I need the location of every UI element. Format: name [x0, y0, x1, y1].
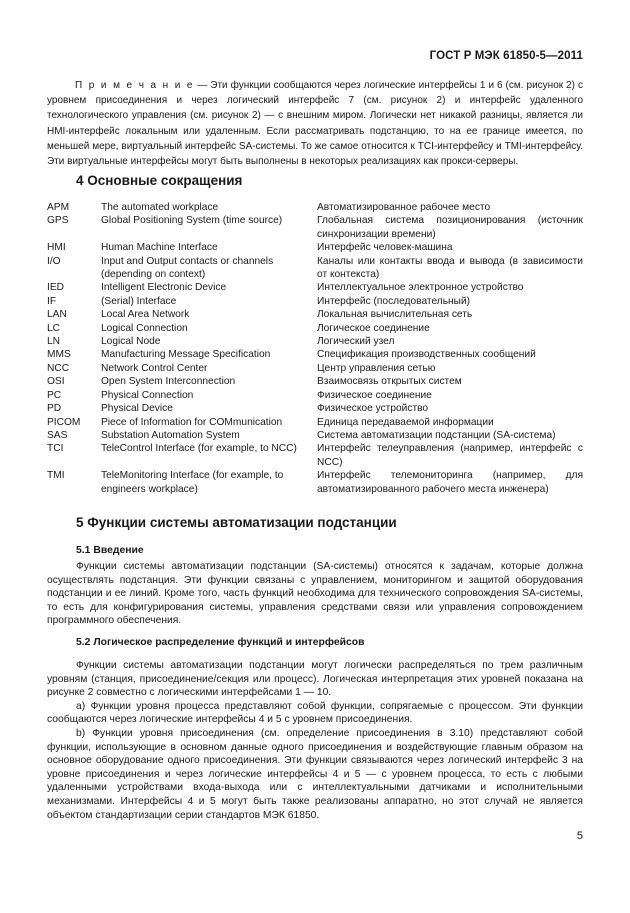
- note-text: — Эти функции сообщаются через логические интерфейсы 1 и 6 (см. рисунок 2) с уровнем присоединения и через логический интерфейс 7 (см. рисунок 2) и интерфейс удаленного технологического управления (см. рисунок 2) — с внешним миром. Логически нет никакой разницы, является ли HMI-интерфейс локальным или удаленным. Если рассматривать подстанцию, то на ее границе имеется, по меньшей мере, виртуальный интерфейс SA-системы. То же самое относится к TCI-интерфейсу и TMI-интерфейсу. Эти виртуальные интерфейсы могут быть выполнены в некоторых реализациях как прокси-серверы.: [47, 80, 583, 168]
- abbreviation-row: [47, 295, 583, 308]
- abbreviation-row: [47, 375, 583, 388]
- abbreviation-russian: Интерфейс телемониторинга (например, для автоматизированного рабочего места инженера): [317, 470, 583, 495]
- page-number: 5: [576, 830, 583, 842]
- abbreviation-russian: Система автоматизации подстанции (SA-система): [317, 429, 556, 441]
- abbreviation-row: [47, 335, 583, 348]
- abbreviation-row: [47, 214, 583, 241]
- abbreviation-english: Local Area Network: [101, 309, 190, 321]
- abbreviation-russian: Глобальная система позиционирования (источник синхронизации времени): [317, 215, 583, 240]
- abbreviation-row: [47, 322, 583, 335]
- abbreviation-russian: Центр управления сетью: [317, 362, 436, 374]
- abbreviation-term: IF: [47, 295, 57, 307]
- paragraph: Функции системы автоматизации подстанции (SA-системы) относятся к задачам, которые должна осуществлять подстанция. Эти функции связаны с управлением, мониторингом и защитой оборудования подстанции и ее линий. Кроме того, часть функций необходима для технического сопровождения SA-системы, то есть для конфигурирования системы, управления средствами связи или управления сопровождением программного обеспечения.: [47, 561, 583, 627]
- subsection-5-1-body: [47, 560, 583, 628]
- abbreviation-russian: Единица передаваемой информации: [317, 416, 494, 428]
- subsection-5-2-title: 5.2 Логическое распределение функций и интерфейсов: [76, 637, 365, 648]
- abbreviation-term: PD: [47, 403, 62, 415]
- abbreviation-term: PICOM: [47, 416, 81, 428]
- abbreviation-term: LN: [47, 336, 61, 348]
- abbreviation-russian: Логический узел: [317, 336, 395, 348]
- note-label: П р и м е ч а н и е: [75, 80, 195, 91]
- abbreviation-english: Substation Automation System: [101, 429, 240, 441]
- abbreviation-english: Network Control Center: [101, 362, 208, 374]
- paragraph: Функции системы автоматизации подстанции могут логически распределяться по трем различным уровням (станция, присоединение/секция или процесс). Логическая интерпретация этих уровней показана на рисунке 2 совместно с логическими интерфейсами 1 — 10.: [47, 660, 583, 699]
- abbreviation-term: HMI: [47, 242, 66, 254]
- abbreviation-row: [47, 402, 583, 415]
- abbreviation-english: The automated workplace: [101, 202, 219, 213]
- abbreviation-row: [47, 416, 583, 429]
- abbreviation-english: TeleMonitoring Interface (for example, to engineers workplace): [101, 470, 284, 495]
- abbreviation-term: NCC: [47, 362, 70, 374]
- abbreviation-russian: Локальная вычислительная сеть: [317, 309, 473, 321]
- abbreviation-russian: Физическое соединение: [317, 389, 432, 401]
- abbreviation-row: [47, 201, 583, 214]
- abbreviation-russian: Логическое соединение: [317, 322, 430, 334]
- abbreviation-term: I/O: [47, 255, 61, 267]
- abbreviation-english: Open System Interconnection: [101, 376, 236, 388]
- section-5-title: 5 Функции системы автоматизации подстанции: [76, 515, 397, 530]
- list-item-a: a) Функции уровня процесса представляют собой функции, сопрягаемые с процессом. Эти функции сообщаются через логические интерфейсы 4 и 5 с уровнем присоединения.: [47, 700, 583, 726]
- abbreviation-english: Physical Connection: [101, 389, 194, 401]
- abbreviation-russian: Автоматизированное рабочее место: [317, 202, 491, 213]
- abbreviation-english: Global Positioning System (time source): [101, 215, 283, 227]
- abbreviation-row: [47, 348, 583, 361]
- abbreviation-term: MMS: [47, 349, 71, 361]
- abbreviation-term: APM: [47, 202, 70, 213]
- abbreviation-russian: Интеллектуальное электронное устройство: [317, 282, 524, 294]
- abbreviation-russian: Взаимосвязь открытых систем: [317, 376, 462, 388]
- abbreviation-term: LAN: [47, 309, 67, 321]
- abbreviation-russian: Интерфейс (последовательный): [317, 295, 471, 307]
- abbreviation-english: Input and Output contacts or channels (depending on context): [101, 255, 274, 281]
- abbreviation-english: Physical Device: [101, 403, 173, 415]
- abbreviation-row: [47, 255, 583, 282]
- abbreviation-row: [47, 308, 583, 321]
- abbreviation-term: TCI: [47, 443, 64, 455]
- abbreviation-row: [47, 429, 583, 442]
- abbreviation-term: SAS: [47, 429, 68, 441]
- abbreviation-english: Logical Node: [101, 336, 161, 348]
- abbreviation-row: [47, 442, 583, 469]
- abbreviation-term: LC: [47, 322, 61, 334]
- abbreviation-row: [47, 241, 583, 254]
- abbreviation-english: Human Machine Interface: [101, 242, 218, 254]
- abbreviation-row: [47, 469, 583, 496]
- abbreviation-russian: Интерфейс человек-машина: [317, 242, 453, 254]
- subsection-5-2-body: [47, 659, 583, 822]
- abbreviation-term: GPS: [47, 215, 69, 227]
- abbreviation-term: IED: [47, 282, 64, 294]
- abbreviations-list: [47, 201, 583, 496]
- abbreviation-english: (Serial) Interface: [101, 295, 177, 307]
- abbreviation-russian: Физическое устройство: [317, 403, 429, 415]
- abbreviation-term: OSI: [47, 376, 65, 388]
- abbreviation-row: [47, 281, 583, 294]
- abbreviation-russian: Спецификация производственных сообщений: [317, 349, 536, 361]
- abbreviation-english: TeleControl Interface (for example, to NCC): [101, 443, 297, 455]
- subsection-5-1-title: 5.1 Введение: [76, 545, 144, 556]
- abbreviation-english: Piece of Information for COMmunication: [101, 416, 283, 428]
- abbreviation-row: [47, 362, 583, 375]
- abbreviation-russian: Интерфейс телеуправления (например, интерфейс с NCC): [317, 443, 583, 468]
- abbreviation-row: [47, 389, 583, 402]
- list-item-b: b) Функции уровня присоединения (см. определение присоединения в 3.10) представляют собой функции, использующие в основном данные одного присоединения и воздействующие главным образом на основное оборудование одного присоединения. Эти функции связываются через логический интерфейс 3 на уровне присоединения и через логические интерфейсы 4 и 5 — с уровнем процесса, то есть с любыми удаленными устройствами входа-выхода или с интеллектуальными датчиками и исполнительными механизмами. Интерфейсы 4 и 5 могут быть также реализованы аппаратно, но этот случай не является объектом стандартизации серии стандартов МЭК 61850.: [47, 727, 583, 821]
- note-block: [47, 78, 583, 169]
- abbreviation-russian: Каналы или контакты ввода и вывода (в зависимости от контекста): [317, 255, 583, 281]
- abbreviation-english: Manufacturing Message Specification: [101, 349, 271, 361]
- abbreviation-english: Intelligent Electronic Device: [101, 282, 227, 294]
- section-4-title: 4 Основные сокращения: [76, 173, 243, 188]
- abbreviation-term: TMI: [47, 470, 65, 482]
- standard-header: ГОСТ Р МЭК 61850-5—2011: [429, 50, 583, 62]
- abbreviation-english: Logical Connection: [101, 322, 188, 334]
- abbreviation-term: PC: [47, 389, 62, 401]
- note-paragraph: [47, 78, 583, 169]
